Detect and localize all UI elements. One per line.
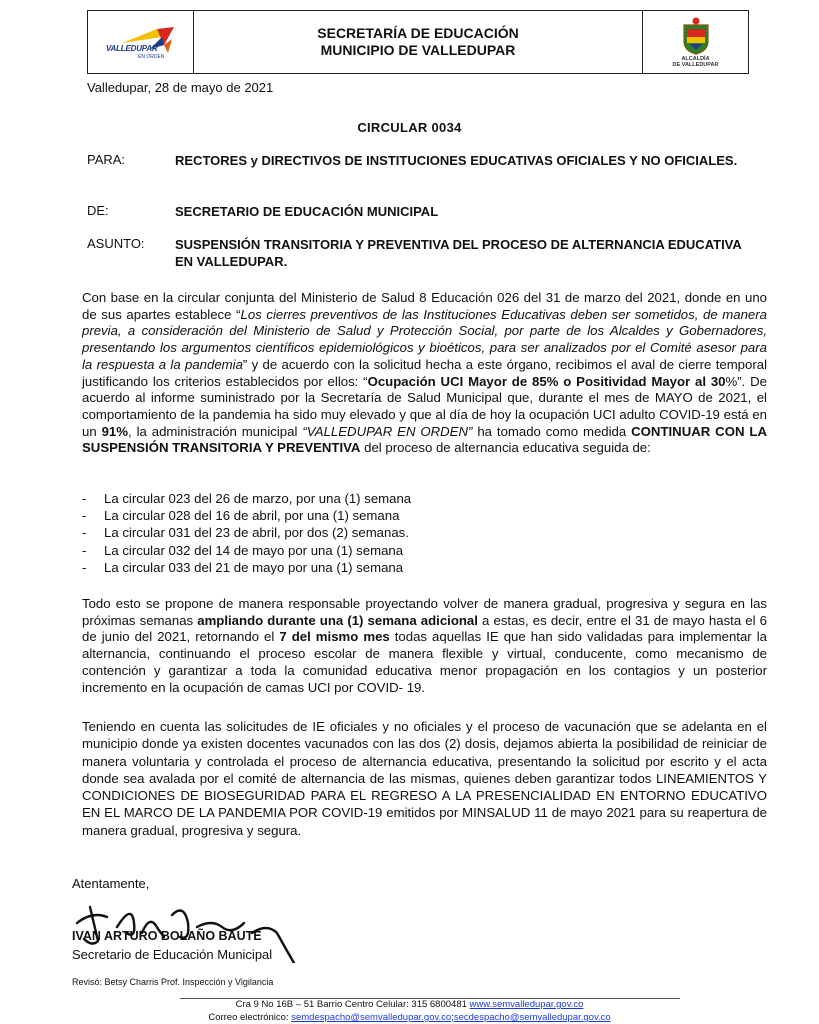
seal-caption xyxy=(643,56,748,68)
signer-name: IVAN ARTURO BOLAÑO BAUTE xyxy=(72,929,262,943)
body1-occupancy: 91% xyxy=(101,423,128,439)
body2-text: todas aquellas IE que han sido validadas para implementar la alternancia, continuando el proceso escolar de manera flexible y virtual, conducente, como mecanismo de contención y garantizar a toda la comunidad educativa menor propagación en los contagios y un posterior incremento en la ocupación de camas UCI por COVID- 19. xyxy=(82,629,767,695)
body-paragraph-1 xyxy=(82,290,767,457)
circular-number: CIRCULAR 0034 xyxy=(357,120,462,135)
reviewed-by: Revisó: Betsy Charris Prof. Inspección y Vigilancia xyxy=(72,977,274,987)
meta-asunto xyxy=(87,236,747,270)
logo-subtext: EN ORDEN xyxy=(138,54,165,60)
footer-email-line xyxy=(0,1012,819,1023)
body1-text: ha tomado como medida xyxy=(472,423,632,439)
list-item-text: La circular 032 del 14 de mayo por una (1) semana xyxy=(104,542,404,558)
footer-website-link[interactable]: www.semvalledupar.gov.co xyxy=(469,999,584,1010)
list-dash: - xyxy=(82,491,87,506)
body1-measure: CONTINUAR CON LA SUSPENSIÓN TRANSITORIA Y PREVENTIVA xyxy=(82,423,767,456)
list-item-text: La circular 023 del 26 de marzo, por una (1) semana xyxy=(104,491,412,506)
municipal-logo xyxy=(88,11,194,73)
title-line-2: MUNICIPIO DE VALLEDUPAR xyxy=(320,42,516,58)
body1-text: del proceso de alternancia educativa seguida de: xyxy=(360,440,651,456)
title-line-1: SECRETARÍA DE EDUCACIÓN xyxy=(317,25,519,41)
letterhead-title xyxy=(194,11,642,73)
seal-caption-line2: DE VALLEDUPAR xyxy=(672,62,719,68)
list-item-text: La circular 033 del 21 de mayo por una (1) semana xyxy=(104,559,404,575)
footer-address: Cra 9 No 16B – 51 Barrio Centro Celular: 315 6800481 xyxy=(235,999,470,1010)
body2-text: a estas, es decir, entre el 31 de mayo hasta el 6 de junio del 2021, retornando el xyxy=(82,612,767,645)
meta-para-label: PARA: xyxy=(87,152,126,167)
list-item xyxy=(82,507,411,524)
body1-text: Con base en la circular conjunta del Ministerio de Salud 8 Educación 026 del 31 de marzo del 2021, donde en uno de sus apartes establece “ xyxy=(82,290,767,322)
body1-criteria: Ocupación UCI Mayor de 85% o Positividad Mayor al 30 xyxy=(367,373,726,389)
meta-de-label: DE: xyxy=(87,203,109,218)
meta-asunto-label: ASUNTO: xyxy=(87,236,145,251)
body1-text: ” y de acuerdo con la solicitud hecha a este órgano, recibimos el aval de cierre temporal justificando los criterios establecidos por ellos: “ xyxy=(82,356,768,389)
meta-para-value: RECTORES y DIRECTIVOS DE INSTITUCIONES EDUCATIVAS OFICIALES Y NO OFICIALES. xyxy=(175,153,738,168)
body-paragraph-2 xyxy=(82,596,767,696)
list-dash: - xyxy=(82,559,87,575)
closing-salutation: Atentamente, xyxy=(72,876,150,891)
meta-asunto-value: SUSPENSIÓN TRANSITORIA Y PREVENTIVA DEL PROCESO DE ALTERNANCIA EDUCATIVA EN VALLEDUPAR. xyxy=(175,237,742,269)
list-item xyxy=(82,559,411,576)
document-date: Valledupar, 28 de mayo de 2021 xyxy=(87,80,274,95)
meta-de-value: SECRETARIO DE EDUCACIÓN MUNICIPAL xyxy=(175,204,439,219)
seal-caption-line1: ALCALDÍA xyxy=(681,56,710,62)
logo-text: VALLEDUPAR xyxy=(106,44,158,53)
meta-de xyxy=(87,203,747,220)
list-item xyxy=(82,524,411,541)
meta-para xyxy=(87,152,747,169)
list-dash: - xyxy=(82,508,87,524)
footer-email-label: Correo electrónico: xyxy=(208,1012,292,1023)
body1-slogan: “VALLEDUPAR EN ORDEN” xyxy=(302,423,473,439)
letterhead xyxy=(87,10,749,74)
list-item xyxy=(82,490,411,507)
footer-address-line xyxy=(0,999,819,1010)
footer-email-separator: ; xyxy=(451,1012,454,1023)
list-dash: - xyxy=(82,525,87,541)
body1-quote: Los cierres preventivos de las Instituciones Educativas deben ser sometidos, de manera previa, a consideración del Ministerio de Salud y Protección Social, por parte de los Alcaldes y Gobernadores, presentando los argumentos científicos epidemiológicos y bioéticos, para ser analizados por el Comité asesor para la respuesta a la pandemia xyxy=(82,306,767,372)
list-item-text: La circular 031 del 23 de abril, por dos (2) semanas. xyxy=(104,525,409,541)
signer-role: Secretario de Educación Municipal xyxy=(72,947,273,962)
mayor-seal xyxy=(642,11,748,73)
list-item-text: La circular 028 del 16 de abril, por una (1) semana xyxy=(104,508,400,524)
footer-email-link-2[interactable]: secdespacho@semvalledupar.gov.co xyxy=(453,1012,611,1023)
body-paragraph-3: Teniendo en cuenta las solicitudes de IE oficiales y no oficiales y el proceso de vacunación que se adelanta en el municipio donde ya existen docentes vacunados con las dos (2) dosis, dejamos abierta la posibilidad de reiniciar de manera voluntaria y controlada el proceso de alternancia educativa, presentando la solicitud por escrito y el acta donde sea avalada por el comité de alternancia de las mismas, quienes deben garantizar todos LINEAMIENTOS Y CONDICIONES DE BIOSEGURIDAD PARA EL REGRESO A LA PRESENCIALIDAD EN ENTORNO EDUCATIVO EN EL MARCO DE LA PANDEMIA POR COVID-19 emitidos por MINSALUD 11 de mayo 2021 para su reapertura de manera gradual, progresiva y segura. xyxy=(82,719,767,838)
circular-history-list xyxy=(82,490,411,576)
footer-email-link-1[interactable]: semdespacho@semvalledupar.gov.co xyxy=(291,1012,452,1023)
body2-extension: ampliando durante una (1) semana adicional xyxy=(197,612,478,628)
body2-return-date: 7 del mismo mes xyxy=(279,629,390,645)
list-item xyxy=(82,542,411,559)
body1-text: , la administración municipal xyxy=(128,423,303,439)
body1-text: %”. De acuerdo al informe suministrado por la Secretaría de Salud Municipal que, durante el mes de MAYO de 2021, el comportamiento de la pandemia ha sido muy elevado y que al día de hoy la ocupación UCI adulto COVID-19 está en un xyxy=(82,373,767,439)
coat-of-arms-icon xyxy=(681,17,711,55)
list-dash: - xyxy=(82,542,87,558)
body2-text: Todo esto se propone de manera responsable proyectando volver de manera gradual, progresiva y segura en las próximas semanas xyxy=(82,596,767,628)
